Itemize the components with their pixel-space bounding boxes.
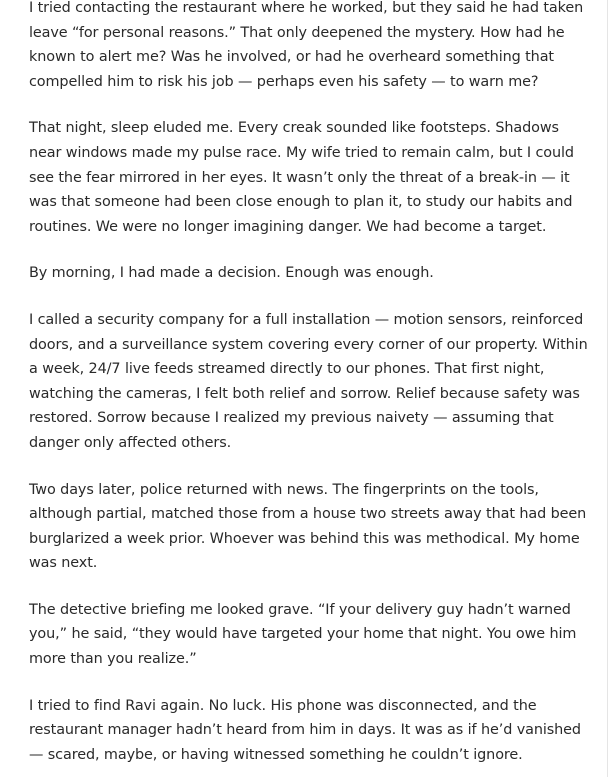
article-body [29, 0, 595, 777]
paragraph-sleepless-night: That night, sleep eluded me. Every creak sounded like footsteps. Shadows near windows made my pulse race. My wife tried to remain calm, but I could see the fear mirrored in her eyes. It wasn’t only the threat of a break-in — it was that someone had been close enough to plan it, to study our habits and routines. We were no longer imagining danger. We had become a target. [29, 120, 574, 235]
paragraph-find-ravi: I tried to find Ravi again. No luck. His phone was disconnected, and the restaurant manager hadn’t heard from him in days. It was as if he’d vanished — scared, maybe, or having witnessed something he couldn’t ignore. [29, 697, 581, 763]
paragraph-restaurant-contact: I tried contacting the restaurant where he worked, but they said he had taken leave “for personal reasons.” That only deepened the mystery. How had he known to alert me? Was he involved, or had he overheard something that compelled him to risk his job — perhaps even his safety — to warn me? [29, 0, 584, 90]
paragraph-security-install: I called a security company for a full installation — motion sensors, reinforced doors, and a surveillance system covering every corner of our property. Within a week, 24/7 live feeds streamed directly to our phones. That first night, watching the cameras, I felt both relief and sorrow. Relief because safety was restored. Sorrow because I realized my previous naivety — assuming that danger only affected others. [29, 311, 588, 451]
paragraph-decision: By morning, I had made a decision. Enough was enough. [29, 265, 434, 282]
paragraph-detective-briefing: The detective briefing me looked grave. “If your delivery guy hadn’t warned you,” he said, “they would have targeted your home that night. You owe him more than you realize.” [29, 601, 577, 668]
paragraph-police-news: Two days later, police returned with news. The fingerprints on the tools, although partial, matched those from a house two streets away that had been burglarized a week prior. Whoever was behind this was methodical. My home was next. [29, 481, 587, 572]
